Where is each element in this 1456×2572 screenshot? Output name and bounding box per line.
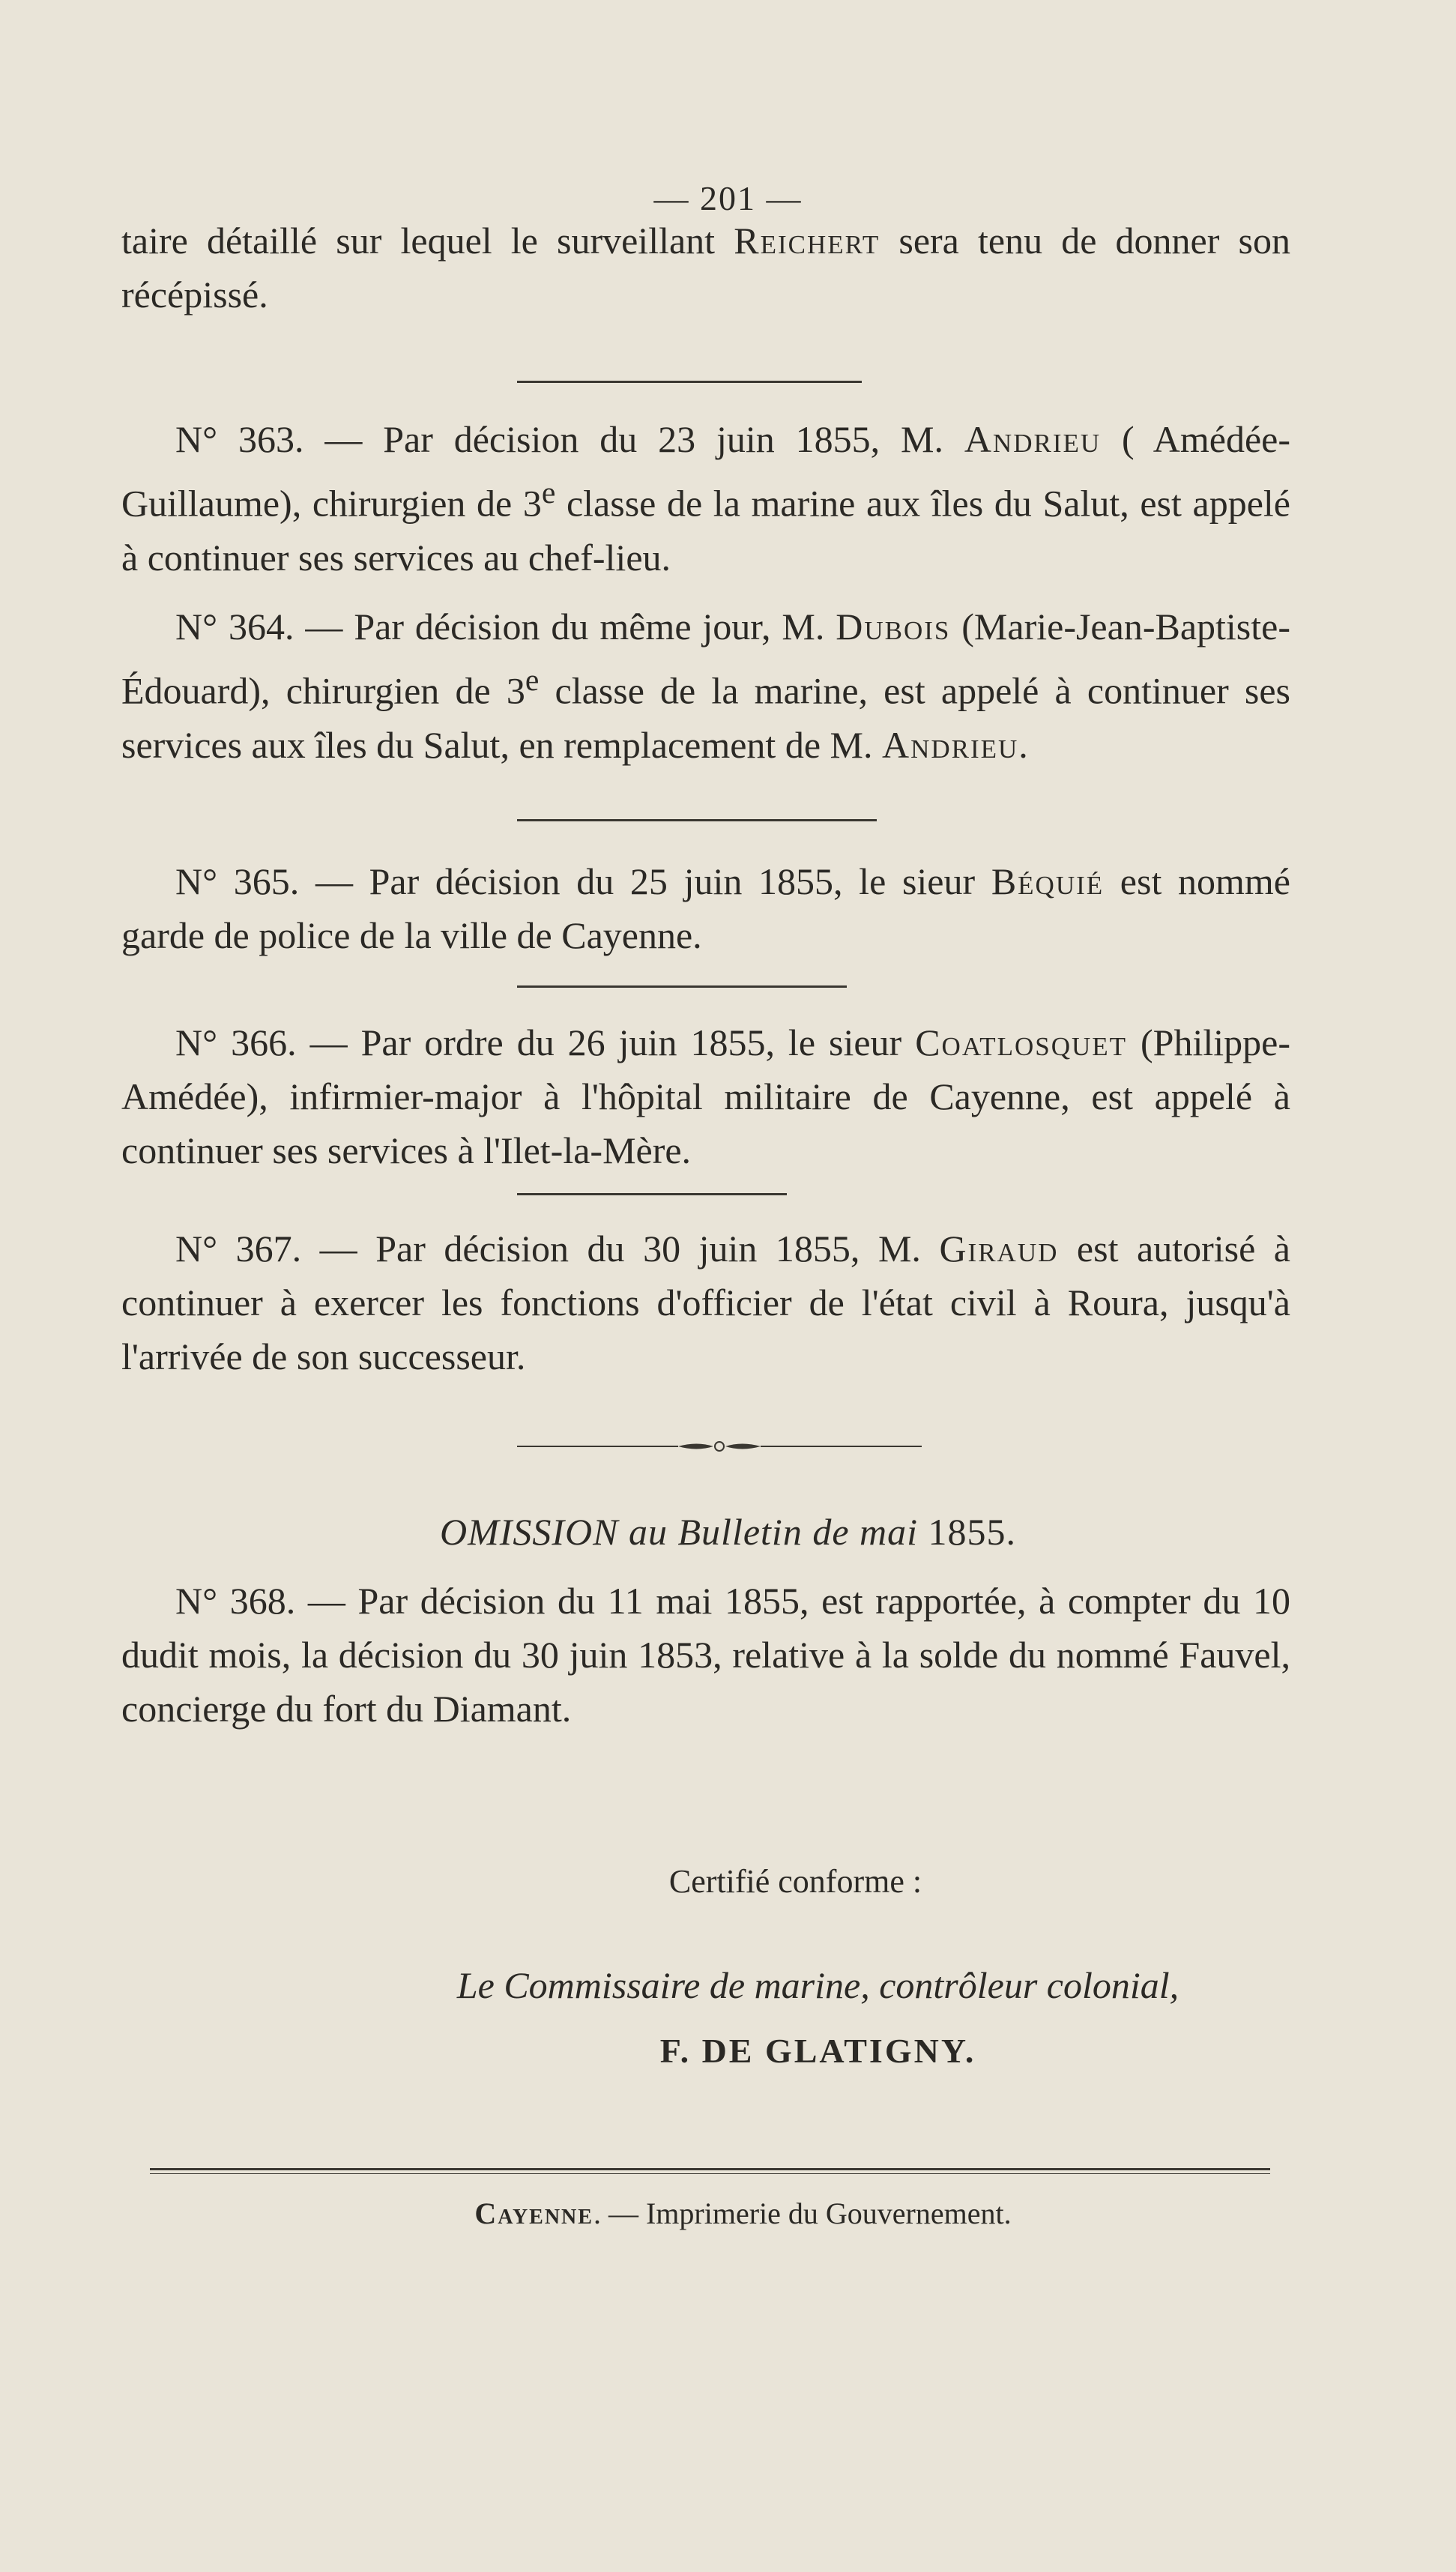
entry-number: N° 364. bbox=[175, 606, 294, 647]
page-number: — 201 — bbox=[653, 179, 803, 217]
entry-368 bbox=[121, 1574, 1290, 1736]
name-reichert: Reichert bbox=[734, 220, 880, 262]
entry-number: N° 367. bbox=[175, 1228, 302, 1270]
omission-text: au Bulletin de mai bbox=[618, 1511, 928, 1553]
omission-word: OMISSION bbox=[439, 1511, 619, 1553]
entry-text: ( Amédée-Guillaume), chirurgien de 3 bbox=[121, 418, 1290, 525]
imprint-place: Cayenne bbox=[474, 2197, 593, 2230]
signer-title: Le Commissaire de marine, contrôleur colonial, bbox=[456, 1964, 1179, 2006]
name-giraud: Giraud bbox=[939, 1228, 1059, 1270]
certification-label: Certifié conforme : bbox=[668, 1863, 922, 1900]
printer-imprint bbox=[0, 2196, 1456, 2231]
signer-name: F. DE GLATIGNY. bbox=[659, 2032, 976, 2070]
entry-364 bbox=[121, 600, 1290, 772]
separator-rule bbox=[517, 381, 862, 383]
continuation-paragraph bbox=[121, 214, 1290, 322]
continuation-text-a: taire détaillé sur lequel le surveillant bbox=[121, 220, 734, 262]
footer-rule-bottom bbox=[150, 2173, 1270, 2174]
separator-rule bbox=[517, 1193, 787, 1195]
name-dubois: Dubois bbox=[836, 606, 951, 647]
superscript: e bbox=[525, 663, 540, 698]
entry-text: classe de la marine aux îles du Salut, est appelé à continuer ses services au chef-lieu. bbox=[121, 482, 1290, 579]
entry-366 bbox=[121, 1015, 1290, 1177]
separator-rule bbox=[517, 819, 877, 821]
entry-text: — Par décision du 23 juin 1855, M. bbox=[303, 418, 964, 460]
name-andrieu: Andrieu bbox=[964, 418, 1102, 460]
imprint-text: . — Imprimerie du Gouvernement. bbox=[593, 2197, 1012, 2230]
ornament-divider bbox=[517, 1435, 922, 1458]
omission-heading bbox=[0, 1510, 1456, 1554]
name-bequie: Béquié bbox=[991, 860, 1105, 902]
entry-text: — Par ordre du 26 juin 1855, le sieur bbox=[296, 1021, 916, 1063]
entry-text: (Philippe-Amédée), infirmier-major à l'hôpital militaire de Cayenne, est appelé à continuer ses services à l'Ilet-la-Mère. bbox=[121, 1021, 1290, 1171]
footer-rule-top bbox=[150, 2168, 1270, 2170]
entry-text: . bbox=[1018, 723, 1028, 766]
name-coatlosquet: Coatlosquet bbox=[915, 1021, 1128, 1063]
name-andrieu: Andrieu bbox=[881, 723, 1019, 766]
entry-text: classe de la marine, est appelé à continuer ses services aux îles du Salut, en remplacement de M. bbox=[121, 669, 1291, 766]
omission-year: 1855. bbox=[928, 1511, 1017, 1553]
entry-number: N° 363. bbox=[175, 418, 304, 460]
entry-text: est autorisé à continuer à exercer les fonctions d'officier de l'état civil à Roura, jusqu'à l'arrivée de son successeur. bbox=[121, 1228, 1290, 1377]
entry-363 bbox=[121, 412, 1290, 585]
entry-number: N° 368. bbox=[175, 1580, 296, 1622]
entry-text: — Par décision du 25 juin 1855, le sieur bbox=[299, 860, 991, 902]
entry-text: — Par décision du même jour, M. bbox=[294, 606, 836, 647]
entry-text: — Par décision du 11 mai 1855, est rapportée, à compter du 10 dudit mois, la décision du 30 juin 1853, relative à la solde du nommé Fauvel, concierge du fort du Diamant. bbox=[121, 1580, 1291, 1730]
entry-number: N° 365. bbox=[175, 860, 300, 902]
continuation-text-b: sera tenu de donner son récépissé. bbox=[121, 220, 1290, 316]
entry-text: — Par décision du 30 juin 1855, M. bbox=[301, 1228, 940, 1270]
separator-rule bbox=[517, 985, 847, 988]
superscript: e bbox=[541, 476, 556, 510]
entry-number: N° 366. bbox=[175, 1021, 297, 1063]
entry-365 bbox=[121, 854, 1290, 962]
entry-text: est nommé garde de police de la ville de Cayenne. bbox=[121, 860, 1290, 956]
entry-367 bbox=[121, 1222, 1290, 1383]
entry-text: (Marie-Jean-Baptiste-Édouard), chirurgien de 3 bbox=[121, 606, 1290, 712]
